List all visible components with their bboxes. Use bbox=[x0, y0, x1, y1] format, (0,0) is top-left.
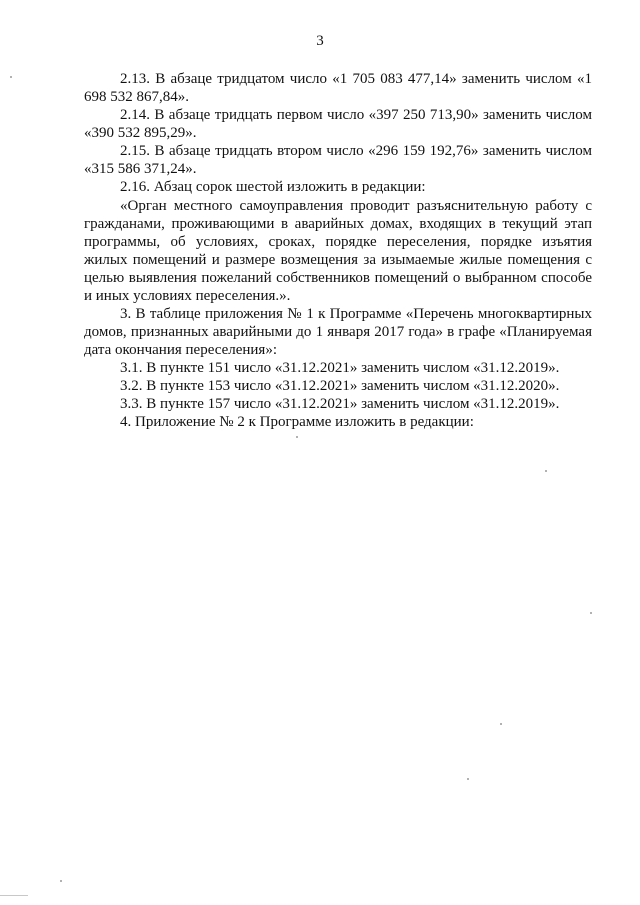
paragraph-3: 3. В таблице приложения № 1 к Программе «Перечень многоквартирных домов, признанных аварийными до 1 января 2017 года» в графе «Планируемая дата окончания переселения»: bbox=[84, 306, 592, 358]
scan-speck bbox=[296, 436, 298, 438]
scan-speck bbox=[545, 470, 547, 472]
paragraph-3-2: 3.2. В пункте 153 число «31.12.2021» заменить числом «31.12.2020». bbox=[120, 378, 560, 394]
paragraph-3-1: 3.1. В пункте 151 число «31.12.2021» заменить числом «31.12.2019». bbox=[120, 360, 560, 376]
scan-speck bbox=[500, 723, 502, 725]
scan-speck bbox=[10, 76, 12, 78]
paragraph-2-13: 2.13. В абзаце тридцатом число «1 705 083 477,14» заменить числом «1 698 532 867,84». bbox=[84, 71, 592, 105]
scan-speck bbox=[60, 880, 62, 882]
scan-speck bbox=[590, 612, 592, 614]
paragraph-3-3: 3.3. В пункте 157 число «31.12.2021» заменить числом «31.12.2019». bbox=[120, 396, 560, 412]
paragraph-quoted-text: «Орган местного самоуправления проводит разъяснительную работу с гражданами, проживающими в аварийных домах, входящих в текущий этап программы, об условиях, сроках, порядке переселения, порядке изъятия жилых помещений и размере возмещения за изымаемые жилые помещения с целью выявления пожеланий собственников помещений о выбранном способе и иных условиях переселения.». bbox=[84, 198, 592, 304]
paragraph-2-15: 2.15. В абзаце тридцать втором число «296 159 192,76» заменить числом «315 586 371,24». bbox=[84, 143, 592, 177]
paragraph-2-16: 2.16. Абзац сорок шестой изложить в редакции: bbox=[120, 179, 426, 195]
page-number: 3 bbox=[316, 33, 324, 49]
document-body bbox=[84, 70, 592, 431]
scan-speck bbox=[467, 778, 469, 780]
scan-edge-mark bbox=[0, 895, 28, 896]
paragraph-4: 4. Приложение № 2 к Программе изложить в редакции: bbox=[120, 414, 474, 430]
paragraph-2-14: 2.14. В абзаце тридцать первом число «397 250 713,90» заменить числом «390 532 895,29». bbox=[84, 107, 592, 141]
